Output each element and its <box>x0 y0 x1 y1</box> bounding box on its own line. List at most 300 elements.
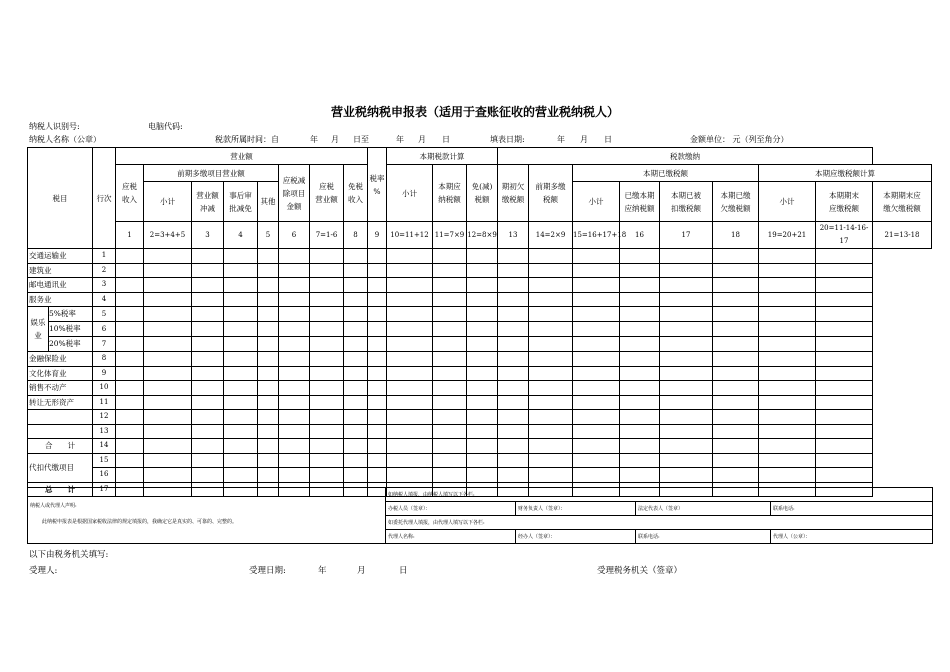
data-cell[interactable] <box>433 410 467 425</box>
data-cell[interactable] <box>192 278 224 293</box>
finance-head-sign[interactable]: 财务负责人（签章）： <box>516 502 636 516</box>
data-cell[interactable] <box>713 263 759 278</box>
data-cell[interactable] <box>660 249 713 264</box>
data-cell[interactable] <box>116 381 144 396</box>
data-cell[interactable] <box>529 352 573 367</box>
data-cell[interactable] <box>467 352 498 367</box>
data-cell[interactable] <box>573 249 620 264</box>
data-cell[interactable] <box>713 337 759 352</box>
data-cell[interactable] <box>529 468 573 483</box>
data-cell[interactable] <box>144 366 192 381</box>
data-cell[interactable] <box>529 366 573 381</box>
data-cell[interactable] <box>279 337 310 352</box>
data-cell[interactable] <box>467 337 498 352</box>
data-cell[interactable] <box>620 453 660 468</box>
data-cell[interactable] <box>498 337 529 352</box>
data-cell[interactable] <box>387 292 433 307</box>
data-cell[interactable] <box>192 322 224 337</box>
data-cell[interactable] <box>660 468 713 483</box>
data-cell[interactable] <box>498 352 529 367</box>
data-cell[interactable] <box>387 337 433 352</box>
data-cell[interactable] <box>344 292 368 307</box>
data-cell[interactable] <box>116 439 144 454</box>
data-cell[interactable] <box>258 366 279 381</box>
data-cell[interactable] <box>573 292 620 307</box>
data-cell[interactable] <box>258 337 279 352</box>
data-cell[interactable] <box>433 307 467 322</box>
data-cell[interactable] <box>433 381 467 396</box>
data-cell[interactable] <box>660 453 713 468</box>
data-cell[interactable] <box>224 337 258 352</box>
data-cell[interactable] <box>192 292 224 307</box>
agent-seal[interactable]: 代理人（公章）： <box>771 530 933 544</box>
data-cell[interactable] <box>192 337 224 352</box>
data-cell[interactable] <box>224 278 258 293</box>
data-cell[interactable] <box>759 322 816 337</box>
data-cell[interactable] <box>498 453 529 468</box>
data-cell[interactable] <box>258 263 279 278</box>
data-cell[interactable] <box>759 249 816 264</box>
data-cell[interactable] <box>224 410 258 425</box>
data-cell[interactable] <box>144 278 192 293</box>
data-cell[interactable] <box>224 249 258 264</box>
data-cell[interactable] <box>344 249 368 264</box>
data-cell[interactable] <box>713 322 759 337</box>
data-cell[interactable] <box>433 292 467 307</box>
data-cell[interactable] <box>258 249 279 264</box>
data-cell[interactable] <box>713 424 759 439</box>
data-cell[interactable] <box>344 439 368 454</box>
data-cell[interactable] <box>816 439 873 454</box>
data-cell[interactable] <box>387 263 433 278</box>
data-cell[interactable] <box>344 307 368 322</box>
data-cell[interactable] <box>116 263 144 278</box>
data-cell[interactable] <box>816 410 873 425</box>
data-cell[interactable] <box>573 468 620 483</box>
data-cell[interactable] <box>387 366 433 381</box>
data-cell[interactable] <box>387 453 433 468</box>
data-cell[interactable] <box>279 322 310 337</box>
data-cell[interactable] <box>368 307 387 322</box>
data-cell[interactable] <box>258 307 279 322</box>
data-cell[interactable] <box>344 278 368 293</box>
data-cell[interactable] <box>713 439 759 454</box>
data-cell[interactable] <box>713 410 759 425</box>
data-cell[interactable] <box>529 410 573 425</box>
data-cell[interactable] <box>759 352 816 367</box>
data-cell[interactable] <box>816 366 873 381</box>
data-cell[interactable] <box>498 322 529 337</box>
data-cell[interactable] <box>279 468 310 483</box>
data-cell[interactable] <box>279 424 310 439</box>
data-cell[interactable] <box>279 263 310 278</box>
data-cell[interactable] <box>713 307 759 322</box>
data-cell[interactable] <box>759 366 816 381</box>
data-cell[interactable] <box>224 424 258 439</box>
data-cell[interactable] <box>529 439 573 454</box>
data-cell[interactable] <box>660 352 713 367</box>
agent-phone[interactable]: 联系电话: <box>636 530 771 544</box>
data-cell[interactable] <box>258 381 279 396</box>
data-cell[interactable] <box>387 395 433 410</box>
data-cell[interactable] <box>144 249 192 264</box>
data-cell[interactable] <box>620 395 660 410</box>
data-cell[interactable] <box>344 322 368 337</box>
data-cell[interactable] <box>310 410 344 425</box>
data-cell[interactable] <box>116 337 144 352</box>
data-cell[interactable] <box>387 249 433 264</box>
data-cell[interactable] <box>467 424 498 439</box>
data-cell[interactable] <box>498 410 529 425</box>
data-cell[interactable] <box>116 307 144 322</box>
data-cell[interactable] <box>433 337 467 352</box>
data-cell[interactable] <box>467 307 498 322</box>
data-cell[interactable] <box>387 439 433 454</box>
data-cell[interactable] <box>816 307 873 322</box>
data-cell[interactable] <box>620 352 660 367</box>
data-cell[interactable] <box>344 424 368 439</box>
data-cell[interactable] <box>433 468 467 483</box>
data-cell[interactable] <box>433 395 467 410</box>
data-cell[interactable] <box>279 410 310 425</box>
data-cell[interactable] <box>144 292 192 307</box>
data-cell[interactable] <box>279 439 310 454</box>
data-cell[interactable] <box>192 381 224 396</box>
data-cell[interactable] <box>310 468 344 483</box>
data-cell[interactable] <box>192 263 224 278</box>
data-cell[interactable] <box>529 395 573 410</box>
data-cell[interactable] <box>529 322 573 337</box>
data-cell[interactable] <box>713 381 759 396</box>
data-cell[interactable] <box>573 337 620 352</box>
data-cell[interactable] <box>344 352 368 367</box>
data-cell[interactable] <box>279 395 310 410</box>
data-cell[interactable] <box>368 410 387 425</box>
data-cell[interactable] <box>224 322 258 337</box>
data-cell[interactable] <box>310 307 344 322</box>
data-cell[interactable] <box>620 468 660 483</box>
data-cell[interactable] <box>529 307 573 322</box>
data-cell[interactable] <box>310 453 344 468</box>
data-cell[interactable] <box>433 366 467 381</box>
data-cell[interactable] <box>467 381 498 396</box>
data-cell[interactable] <box>816 424 873 439</box>
data-cell[interactable] <box>310 337 344 352</box>
data-cell[interactable] <box>467 292 498 307</box>
data-cell[interactable] <box>344 381 368 396</box>
data-cell[interactable] <box>258 322 279 337</box>
data-cell[interactable] <box>116 410 144 425</box>
data-cell[interactable] <box>620 292 660 307</box>
data-cell[interactable] <box>144 424 192 439</box>
data-cell[interactable] <box>816 322 873 337</box>
data-cell[interactable] <box>258 439 279 454</box>
data-cell[interactable] <box>433 278 467 293</box>
data-cell[interactable] <box>816 263 873 278</box>
data-cell[interactable] <box>467 263 498 278</box>
data-cell[interactable] <box>573 424 620 439</box>
data-cell[interactable] <box>368 439 387 454</box>
data-cell[interactable] <box>144 352 192 367</box>
data-cell[interactable] <box>713 292 759 307</box>
data-cell[interactable] <box>660 307 713 322</box>
data-cell[interactable] <box>279 381 310 396</box>
data-cell[interactable] <box>467 322 498 337</box>
data-cell[interactable] <box>258 278 279 293</box>
data-cell[interactable] <box>529 424 573 439</box>
data-cell[interactable] <box>144 381 192 396</box>
data-cell[interactable] <box>660 424 713 439</box>
data-cell[interactable] <box>620 278 660 293</box>
data-cell[interactable] <box>759 468 816 483</box>
data-cell[interactable] <box>713 249 759 264</box>
data-cell[interactable] <box>344 468 368 483</box>
data-cell[interactable] <box>816 468 873 483</box>
data-cell[interactable] <box>387 410 433 425</box>
data-cell[interactable] <box>433 249 467 264</box>
data-cell[interactable] <box>816 337 873 352</box>
data-cell[interactable] <box>529 292 573 307</box>
data-cell[interactable] <box>467 278 498 293</box>
data-cell[interactable] <box>529 337 573 352</box>
data-cell[interactable] <box>144 263 192 278</box>
data-cell[interactable] <box>816 395 873 410</box>
data-cell[interactable] <box>224 439 258 454</box>
data-cell[interactable] <box>116 352 144 367</box>
data-cell[interactable] <box>467 439 498 454</box>
data-cell[interactable] <box>660 439 713 454</box>
data-cell[interactable] <box>310 249 344 264</box>
data-cell[interactable] <box>498 263 529 278</box>
data-cell[interactable] <box>368 381 387 396</box>
data-cell[interactable] <box>387 322 433 337</box>
data-cell[interactable] <box>660 410 713 425</box>
data-cell[interactable] <box>498 278 529 293</box>
data-cell[interactable] <box>258 410 279 425</box>
data-cell[interactable] <box>192 307 224 322</box>
data-cell[interactable] <box>660 381 713 396</box>
data-cell[interactable] <box>310 322 344 337</box>
data-cell[interactable] <box>433 263 467 278</box>
data-cell[interactable] <box>192 410 224 425</box>
data-cell[interactable] <box>224 292 258 307</box>
data-cell[interactable] <box>620 410 660 425</box>
data-cell[interactable] <box>144 395 192 410</box>
data-cell[interactable] <box>660 395 713 410</box>
data-cell[interactable] <box>816 249 873 264</box>
data-cell[interactable] <box>344 395 368 410</box>
data-cell[interactable] <box>387 352 433 367</box>
data-cell[interactable] <box>573 366 620 381</box>
tax-officer-sign[interactable]: 办税人员（签章）： <box>386 502 516 516</box>
data-cell[interactable] <box>368 453 387 468</box>
data-cell[interactable] <box>116 453 144 468</box>
data-cell[interactable] <box>368 424 387 439</box>
data-cell[interactable] <box>620 249 660 264</box>
data-cell[interactable] <box>144 439 192 454</box>
data-cell[interactable] <box>310 381 344 396</box>
data-cell[interactable] <box>498 395 529 410</box>
data-cell[interactable] <box>529 453 573 468</box>
data-cell[interactable] <box>224 395 258 410</box>
data-cell[interactable] <box>192 424 224 439</box>
data-cell[interactable] <box>759 263 816 278</box>
legal-rep-sign[interactable]: 法定代表人（签章） <box>636 502 771 516</box>
data-cell[interactable] <box>816 381 873 396</box>
data-cell[interactable] <box>116 395 144 410</box>
data-cell[interactable] <box>116 249 144 264</box>
data-cell[interactable] <box>573 278 620 293</box>
data-cell[interactable] <box>759 337 816 352</box>
data-cell[interactable] <box>310 424 344 439</box>
data-cell[interactable] <box>433 453 467 468</box>
data-cell[interactable] <box>279 249 310 264</box>
handler-sign[interactable]: 经办人（签章）： <box>516 530 636 544</box>
data-cell[interactable] <box>713 468 759 483</box>
data-cell[interactable] <box>498 307 529 322</box>
data-cell[interactable] <box>573 307 620 322</box>
data-cell[interactable] <box>816 453 873 468</box>
data-cell[interactable] <box>498 292 529 307</box>
data-cell[interactable] <box>224 263 258 278</box>
data-cell[interactable] <box>573 381 620 396</box>
data-cell[interactable] <box>224 307 258 322</box>
data-cell[interactable] <box>144 453 192 468</box>
data-cell[interactable] <box>224 468 258 483</box>
data-cell[interactable] <box>573 263 620 278</box>
data-cell[interactable] <box>279 307 310 322</box>
data-cell[interactable] <box>279 292 310 307</box>
data-cell[interactable] <box>573 352 620 367</box>
data-cell[interactable] <box>713 395 759 410</box>
data-cell[interactable] <box>573 439 620 454</box>
data-cell[interactable] <box>279 453 310 468</box>
data-cell[interactable] <box>387 424 433 439</box>
data-cell[interactable] <box>467 249 498 264</box>
data-cell[interactable] <box>620 439 660 454</box>
data-cell[interactable] <box>529 381 573 396</box>
data-cell[interactable] <box>224 453 258 468</box>
data-cell[interactable] <box>433 322 467 337</box>
data-cell[interactable] <box>224 366 258 381</box>
data-cell[interactable] <box>620 307 660 322</box>
data-cell[interactable] <box>192 249 224 264</box>
data-cell[interactable] <box>144 410 192 425</box>
data-cell[interactable] <box>387 468 433 483</box>
data-cell[interactable] <box>144 307 192 322</box>
data-cell[interactable] <box>816 278 873 293</box>
data-cell[interactable] <box>387 307 433 322</box>
data-cell[interactable] <box>620 263 660 278</box>
data-cell[interactable] <box>144 322 192 337</box>
data-cell[interactable] <box>713 366 759 381</box>
data-cell[interactable] <box>344 337 368 352</box>
data-cell[interactable] <box>660 278 713 293</box>
contact-phone[interactable]: 联系电话: <box>771 502 933 516</box>
data-cell[interactable] <box>279 352 310 367</box>
data-cell[interactable] <box>192 453 224 468</box>
data-cell[interactable] <box>660 292 713 307</box>
data-cell[interactable] <box>192 366 224 381</box>
data-cell[interactable] <box>498 249 529 264</box>
data-cell[interactable] <box>224 381 258 396</box>
data-cell[interactable] <box>368 263 387 278</box>
data-cell[interactable] <box>759 453 816 468</box>
data-cell[interactable] <box>258 468 279 483</box>
data-cell[interactable] <box>258 352 279 367</box>
data-cell[interactable] <box>310 352 344 367</box>
data-cell[interactable] <box>116 292 144 307</box>
data-cell[interactable] <box>498 381 529 396</box>
data-cell[interactable] <box>529 263 573 278</box>
data-cell[interactable] <box>467 453 498 468</box>
data-cell[interactable] <box>660 337 713 352</box>
data-cell[interactable] <box>368 352 387 367</box>
data-cell[interactable] <box>713 278 759 293</box>
data-cell[interactable] <box>192 468 224 483</box>
data-cell[interactable] <box>759 439 816 454</box>
data-cell[interactable] <box>310 439 344 454</box>
data-cell[interactable] <box>620 424 660 439</box>
data-cell[interactable] <box>759 410 816 425</box>
data-cell[interactable] <box>467 366 498 381</box>
data-cell[interactable] <box>192 395 224 410</box>
data-cell[interactable] <box>759 292 816 307</box>
data-cell[interactable] <box>368 395 387 410</box>
data-cell[interactable] <box>310 278 344 293</box>
data-cell[interactable] <box>433 352 467 367</box>
data-cell[interactable] <box>573 322 620 337</box>
data-cell[interactable] <box>368 249 387 264</box>
data-cell[interactable] <box>116 366 144 381</box>
data-cell[interactable] <box>759 424 816 439</box>
data-cell[interactable] <box>498 366 529 381</box>
data-cell[interactable] <box>660 322 713 337</box>
data-cell[interactable] <box>816 292 873 307</box>
data-cell[interactable] <box>573 453 620 468</box>
agent-name[interactable]: 代理人名称: <box>386 530 516 544</box>
data-cell[interactable] <box>116 322 144 337</box>
data-cell[interactable] <box>498 424 529 439</box>
data-cell[interactable] <box>467 395 498 410</box>
data-cell[interactable] <box>498 468 529 483</box>
data-cell[interactable] <box>660 263 713 278</box>
data-cell[interactable] <box>310 395 344 410</box>
data-cell[interactable] <box>816 352 873 367</box>
data-cell[interactable] <box>368 468 387 483</box>
data-cell[interactable] <box>387 278 433 293</box>
data-cell[interactable] <box>759 395 816 410</box>
data-cell[interactable] <box>529 249 573 264</box>
data-cell[interactable] <box>573 410 620 425</box>
data-cell[interactable] <box>759 278 816 293</box>
data-cell[interactable] <box>116 424 144 439</box>
data-cell[interactable] <box>467 410 498 425</box>
data-cell[interactable] <box>759 307 816 322</box>
data-cell[interactable] <box>116 278 144 293</box>
data-cell[interactable] <box>192 352 224 367</box>
data-cell[interactable] <box>344 410 368 425</box>
data-cell[interactable] <box>144 337 192 352</box>
data-cell[interactable] <box>713 352 759 367</box>
data-cell[interactable] <box>344 453 368 468</box>
data-cell[interactable] <box>258 395 279 410</box>
data-cell[interactable] <box>368 337 387 352</box>
data-cell[interactable] <box>433 439 467 454</box>
data-cell[interactable] <box>144 468 192 483</box>
data-cell[interactable] <box>258 292 279 307</box>
data-cell[interactable] <box>498 439 529 454</box>
